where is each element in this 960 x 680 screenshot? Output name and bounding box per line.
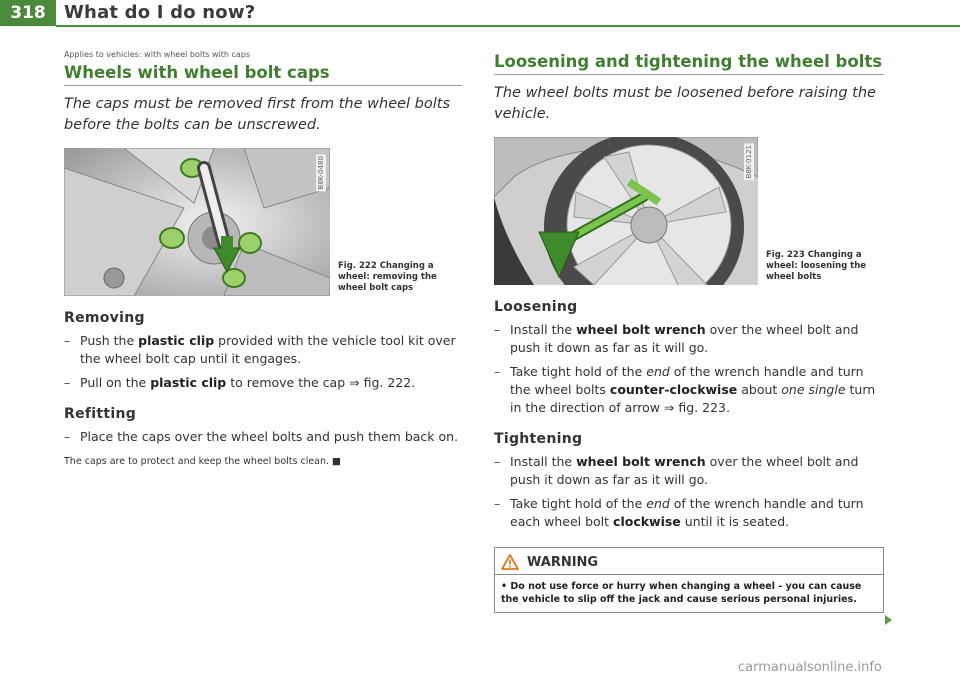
figure-code: B8K-0480 [317,156,325,190]
list-item: – Pull on the plastic clip to remove the cap ⇒ fig. 222. [64,374,462,392]
removing-steps [64,332,462,392]
continue-arrow-icon [885,615,892,625]
list-item: – Push the plastic clip provided with the vehicle tool kit over the wheel bolt cap until it engages. [64,332,462,368]
warning-icon [501,554,519,570]
figure-caption: Fig. 223 Changing a wheel: loosening the wheel bolts [766,250,867,282]
warning-text: • Do not use force or hurry when changing a wheel - you can cause the vehicle to slip off the jack and cause serious personal injuries. [501,581,862,605]
list-item: – Install the wheel bolt wrench over the wheel bolt and push it down as far as it will go. [494,321,884,357]
refitting-heading: Refitting [64,406,137,422]
list-item: – Place the caps over the wheel bolts and push them back on. [64,428,462,446]
running-head: What do I do now? [64,2,256,23]
tightening-steps [494,453,884,531]
loosening-heading: Loosening [494,299,578,315]
list-item: – Take tight hold of the end of the wrench handle and turn the wheel bolts counter-clockwise about one single turn in the direction of arrow ⇒ fig. 223. [494,363,884,417]
page-number: 318 [0,0,56,26]
wheel-bolt-cap-image [64,148,330,296]
wheel-wrench-image [494,137,758,285]
applies-to: Applies to vehicles: with wheel bolts with caps [64,50,251,59]
removing-heading: Removing [64,310,145,326]
tightening-heading: Tightening [494,431,583,447]
figure-code: B8K-0121 [745,145,753,179]
note-text: The caps are to protect and keep the wheel bolts clean. ■ [64,456,342,467]
figure-223 [494,137,884,285]
watermark: carmanualsonline.info [738,660,882,675]
lead-text: The wheel bolts must be loosened before raising the vehicle. [494,85,876,122]
warning-header [495,548,883,575]
refitting-steps [64,428,462,446]
section-title-loosening-tightening: Loosening and tightening the wheel bolts [494,52,884,75]
list-item: – Take tight hold of the end of the wrench handle and turn each wheel bolt clockwise until it is seated. [494,495,884,531]
right-column [494,48,884,613]
warning-label: WARNING [527,554,599,570]
section-title-wheel-bolt-caps: Wheels with wheel bolt caps [64,63,462,86]
figure-222 [64,148,462,296]
loosening-steps [494,321,884,417]
warning-box [494,547,884,613]
list-item: – Install the wheel bolt wrench over the wheel bolt and push it down as far as it will go. [494,453,884,489]
left-column [64,48,462,467]
header-rule [56,25,960,27]
figure-caption: Fig. 222 Changing a wheel: removing the wheel bolt caps [338,261,437,293]
lead-text: The caps must be removed first from the wheel bolts before the bolts can be unscrewed. [64,96,451,133]
